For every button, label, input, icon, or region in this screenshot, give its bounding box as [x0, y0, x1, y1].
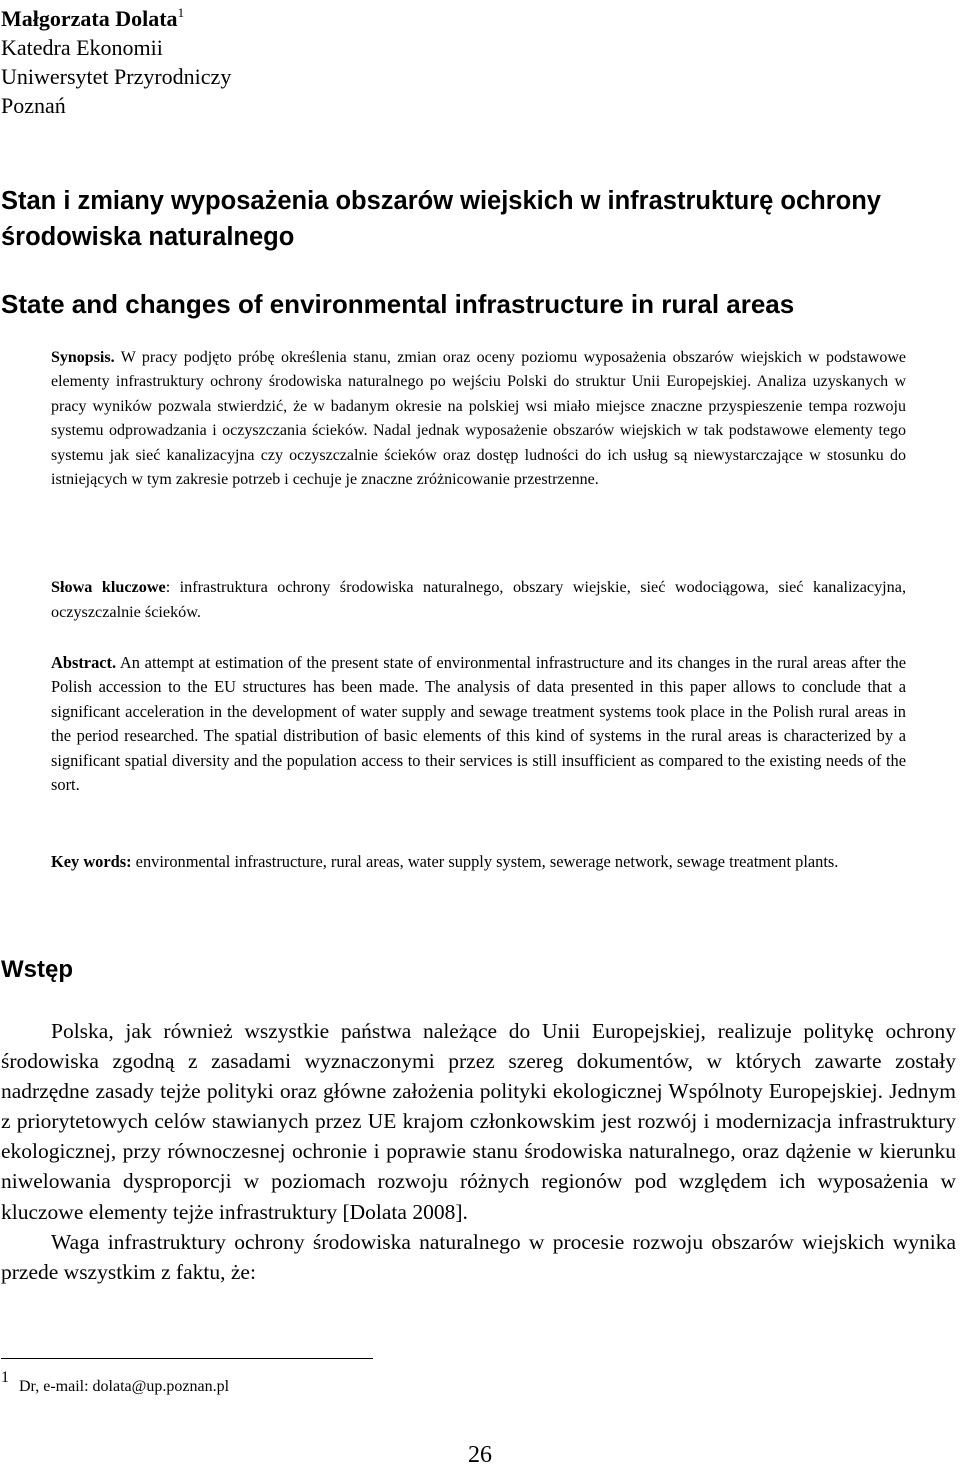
footnote [1, 1369, 230, 1398]
synopsis-paragraph [51, 346, 906, 492]
author-name-line [1, 4, 231, 33]
synopsis-text: W pracy podjęto próbę określenia stanu, zmian oraz oceny poziomu wyposażenia obszarów wiejskich w podstawowe elementy infrastruktury ochrony środowiska naturalnego po wejściu Polski do struktur Unii Europejskiej. Analiza uzyskanych w pracy wyników pozwala stwierdzić, że w badanym okresie na polskiej wsi miało miejsce znaczne przyspieszenie tempa rozwoju systemu odprowadzania i oczyszczania ścieków. Nadal jednak wyposażenie obszarów wiejskich w tak podstawowe elementy tego systemu jak sieć kanalizacyjna czy oczyszczalnie ścieków oraz dostęp ludności do ich usług są niewystarczające w stosunku do istniejących w tym zakresie potrzeb i cechuje je znaczne zróżnicowanie przestrzenne. [51, 349, 906, 489]
body-paragraph-2: Waga infrastruktury ochrony środowiska naturalnego w procesie rozwoju obszarów wiejskich wynika przede wszystkim z faktu, że: [1, 1229, 956, 1284]
abstract-text: An attempt at estimation of the present state of environmental infrastructure and its changes in the rural areas after the Polish accession to the EU structures has been made. The analysis of data presented in this paper allows to conclude that a significant acceleration in the development of water supply and sewage treatment systems took place in the Polish rural areas in the period researched. The spatial distribution of basic elements of this kind of systems in the rural areas is characterized by a significant spatial diversity and the population access to their services is still insufficient as compared to the existing needs of the sort. [51, 653, 906, 795]
paper-title-english: State and changes of environmental infrastructure in rural areas [1, 289, 795, 319]
synopsis-label: Synopsis. [51, 349, 115, 366]
keywords-polish-label: Słowa kluczowe [51, 578, 166, 596]
keywords-english-text: environmental infrastructure, rural areas, water supply system, sewerage network, sewage treatment plants. [131, 852, 839, 871]
paper-title-polish: Stan i zmiany wyposażenia obszarów wiejskich w infrastrukturę ochrony środowiska naturalnego [1, 187, 881, 251]
keywords-english [51, 850, 906, 875]
author-department: Katedra Ekonomii [1, 35, 163, 60]
author-footnote-ref: 1 [177, 5, 185, 20]
keywords-english-label: Key words: [51, 852, 132, 871]
page-number: 26 [468, 1442, 492, 1468]
footnote-separator [1, 1358, 373, 1359]
author-name: Małgorzata Dolata [1, 6, 178, 31]
keywords-polish-text: : infrastruktura ochrony środowiska naturalnego, obszary wiejskie, sieć wodociągowa, sieć kanalizacyjna, oczyszczalnie ścieków. [51, 578, 907, 621]
section-heading: Wstęp [1, 956, 73, 983]
abstract-label: Abstract. [51, 653, 117, 672]
author-university: Uniwersytet Przyrodniczy [1, 64, 232, 89]
abstract-paragraph [51, 651, 906, 797]
keywords-polish [51, 575, 906, 624]
body-text [1, 1016, 956, 1287]
footnote-text: Dr, e-mail: dolata@up.poznan.pl [19, 1378, 230, 1395]
author-block [1, 4, 231, 120]
footnote-mark: 1 [1, 1369, 9, 1386]
body-paragraph-1: Polska, jak również wszystkie państwa należące do Unii Europejskiej, realizuje politykę ochrony środowiska zgodną z zasadami wyznaczonymi przez szereg dokumentów, w których zawarte zostały nadrzędne zasady tejże polityki oraz główne założenia polityki ekologicznej Wspólnoty Europejskiej. Jednym z priorytetowych celów stawianych przez UE krajom członkowskim jest rozwój i modernizacja infrastruktury ekologicznej, przy równoczesnej ochronie i poprawie stanu środowiska naturalnego, oraz dążenie w kierunku niwelowania dysproporcji w poziomach rozwoju różnych regionów pod względem ich wyposażenia w kluczowe elementy tejże infrastruktury [Dolata 2008]. [1, 1019, 956, 1224]
author-city: Poznań [1, 93, 66, 118]
